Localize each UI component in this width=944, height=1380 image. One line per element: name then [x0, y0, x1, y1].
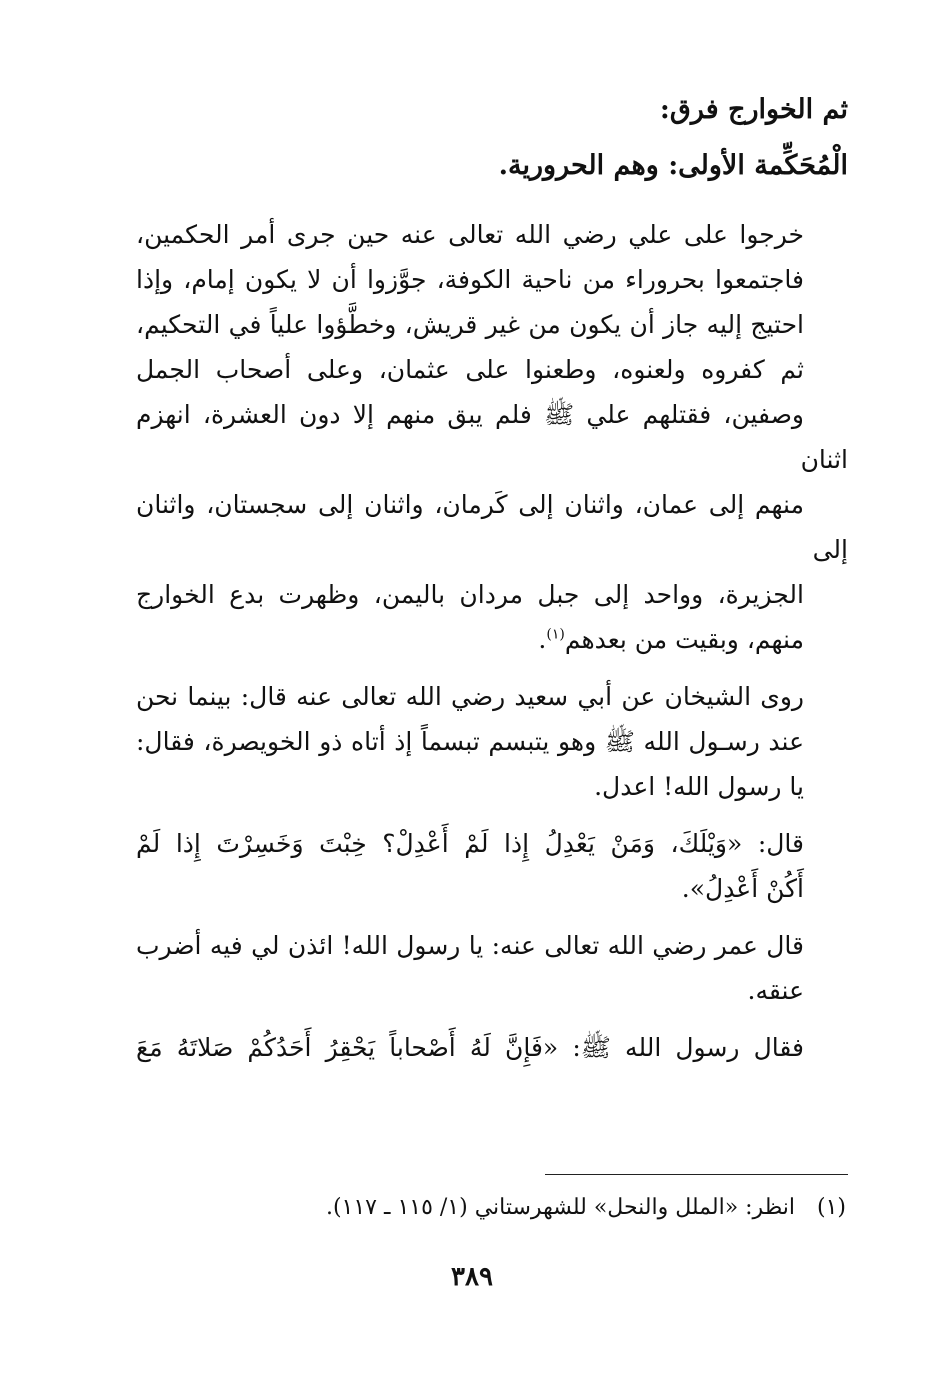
text-line: عند رسـول الله ﷺ وهو يتبسم تبسماً إذ أتاه ذو الخويصرة، فقال: [136, 727, 804, 756]
text-line: يا رسول الله! اعدل. [594, 772, 804, 801]
text-line: ثم كفروه ولعنوه، وطعنوا على عثمان، وعلى أصحاب الجمل [136, 355, 804, 384]
footnote-divider [545, 1174, 848, 1175]
text-line: فاجتمعوا بحروراء من ناحية الكوفة، جوَّزوا أن لا يكون إمام، وإذا [136, 265, 804, 294]
text-line: قال عمر رضي الله تعالى عنه: يا رسول الله! ائذن لي فيه أضرب [136, 931, 804, 960]
footnote-number: (١) [816, 1195, 846, 1220]
main-text [136, 92, 848, 1082]
footnote-text: انظر: «الملل والنحل» للشهرستاني (١/ ١١٥ ـ ١١٧). [325, 1195, 795, 1220]
paragraph-umar [136, 923, 848, 1013]
text-line: أَكُنْ أَعْدِلُ». [681, 874, 804, 903]
text-fragment: منهم، وبقيت من بعدهم [564, 625, 804, 654]
subsection-heading: الْمُحَكِّمة الأولى: وهم الحرورية. [498, 150, 848, 181]
footnote [326, 1192, 846, 1224]
paragraph-prophet-reply [136, 821, 848, 911]
paragraph-prophet-saying [136, 1025, 848, 1070]
page-number: ٣٨٩ [451, 1262, 493, 1292]
text-line: فقال رسول الله ﷺ: «فَإِنَّ لَهُ أَصْحاباً يَحْقِرُ أَحَدُكُمْ صَلاتَهُ مَعَ [136, 1033, 804, 1062]
text-line: خرجوا على علي رضي الله تعالى عنه حين جرى أمر الحكمين، [136, 220, 804, 249]
text-line: روى الشيخان عن أبي سعيد رضي الله تعالى عنه قال: بينما نحن [136, 682, 804, 711]
paragraph-muhakkima [136, 212, 848, 662]
text-line: الجزيرة، وواحد إلى جبل مردان باليمن، وظهرت بدع الخوارج [136, 580, 804, 609]
paragraph-hadith-narration [136, 674, 848, 809]
text-line: منهم إلى عمان، واثنان إلى كَرمان، واثنان إلى سجستان، واثنان إلى [136, 490, 848, 564]
text-line: عنقه. [747, 976, 804, 1005]
section-heading: ثم الخوارج فرق: [659, 94, 848, 125]
text-line: وصفين، فقتلهم علي ﷺ فلم يبق منهم إلا دون العشرة، انهزم اثنان [136, 400, 848, 474]
text-line: احتيج إليه جاز أن يكون من غير قريش، وخطَّؤوا علياً في التحكيم، [136, 310, 804, 339]
sentence-end: . [538, 625, 547, 654]
text-line [136, 617, 848, 662]
text-line: قال: «وَيْلَكَ، وَمَنْ يَعْدِلُ إِذا لَمْ أَعْدِلْ؟ خِبْتَ وَخَسِرْتَ إِذا لَمْ [136, 829, 804, 858]
footnote-reference[interactable]: (١) [546, 626, 565, 643]
